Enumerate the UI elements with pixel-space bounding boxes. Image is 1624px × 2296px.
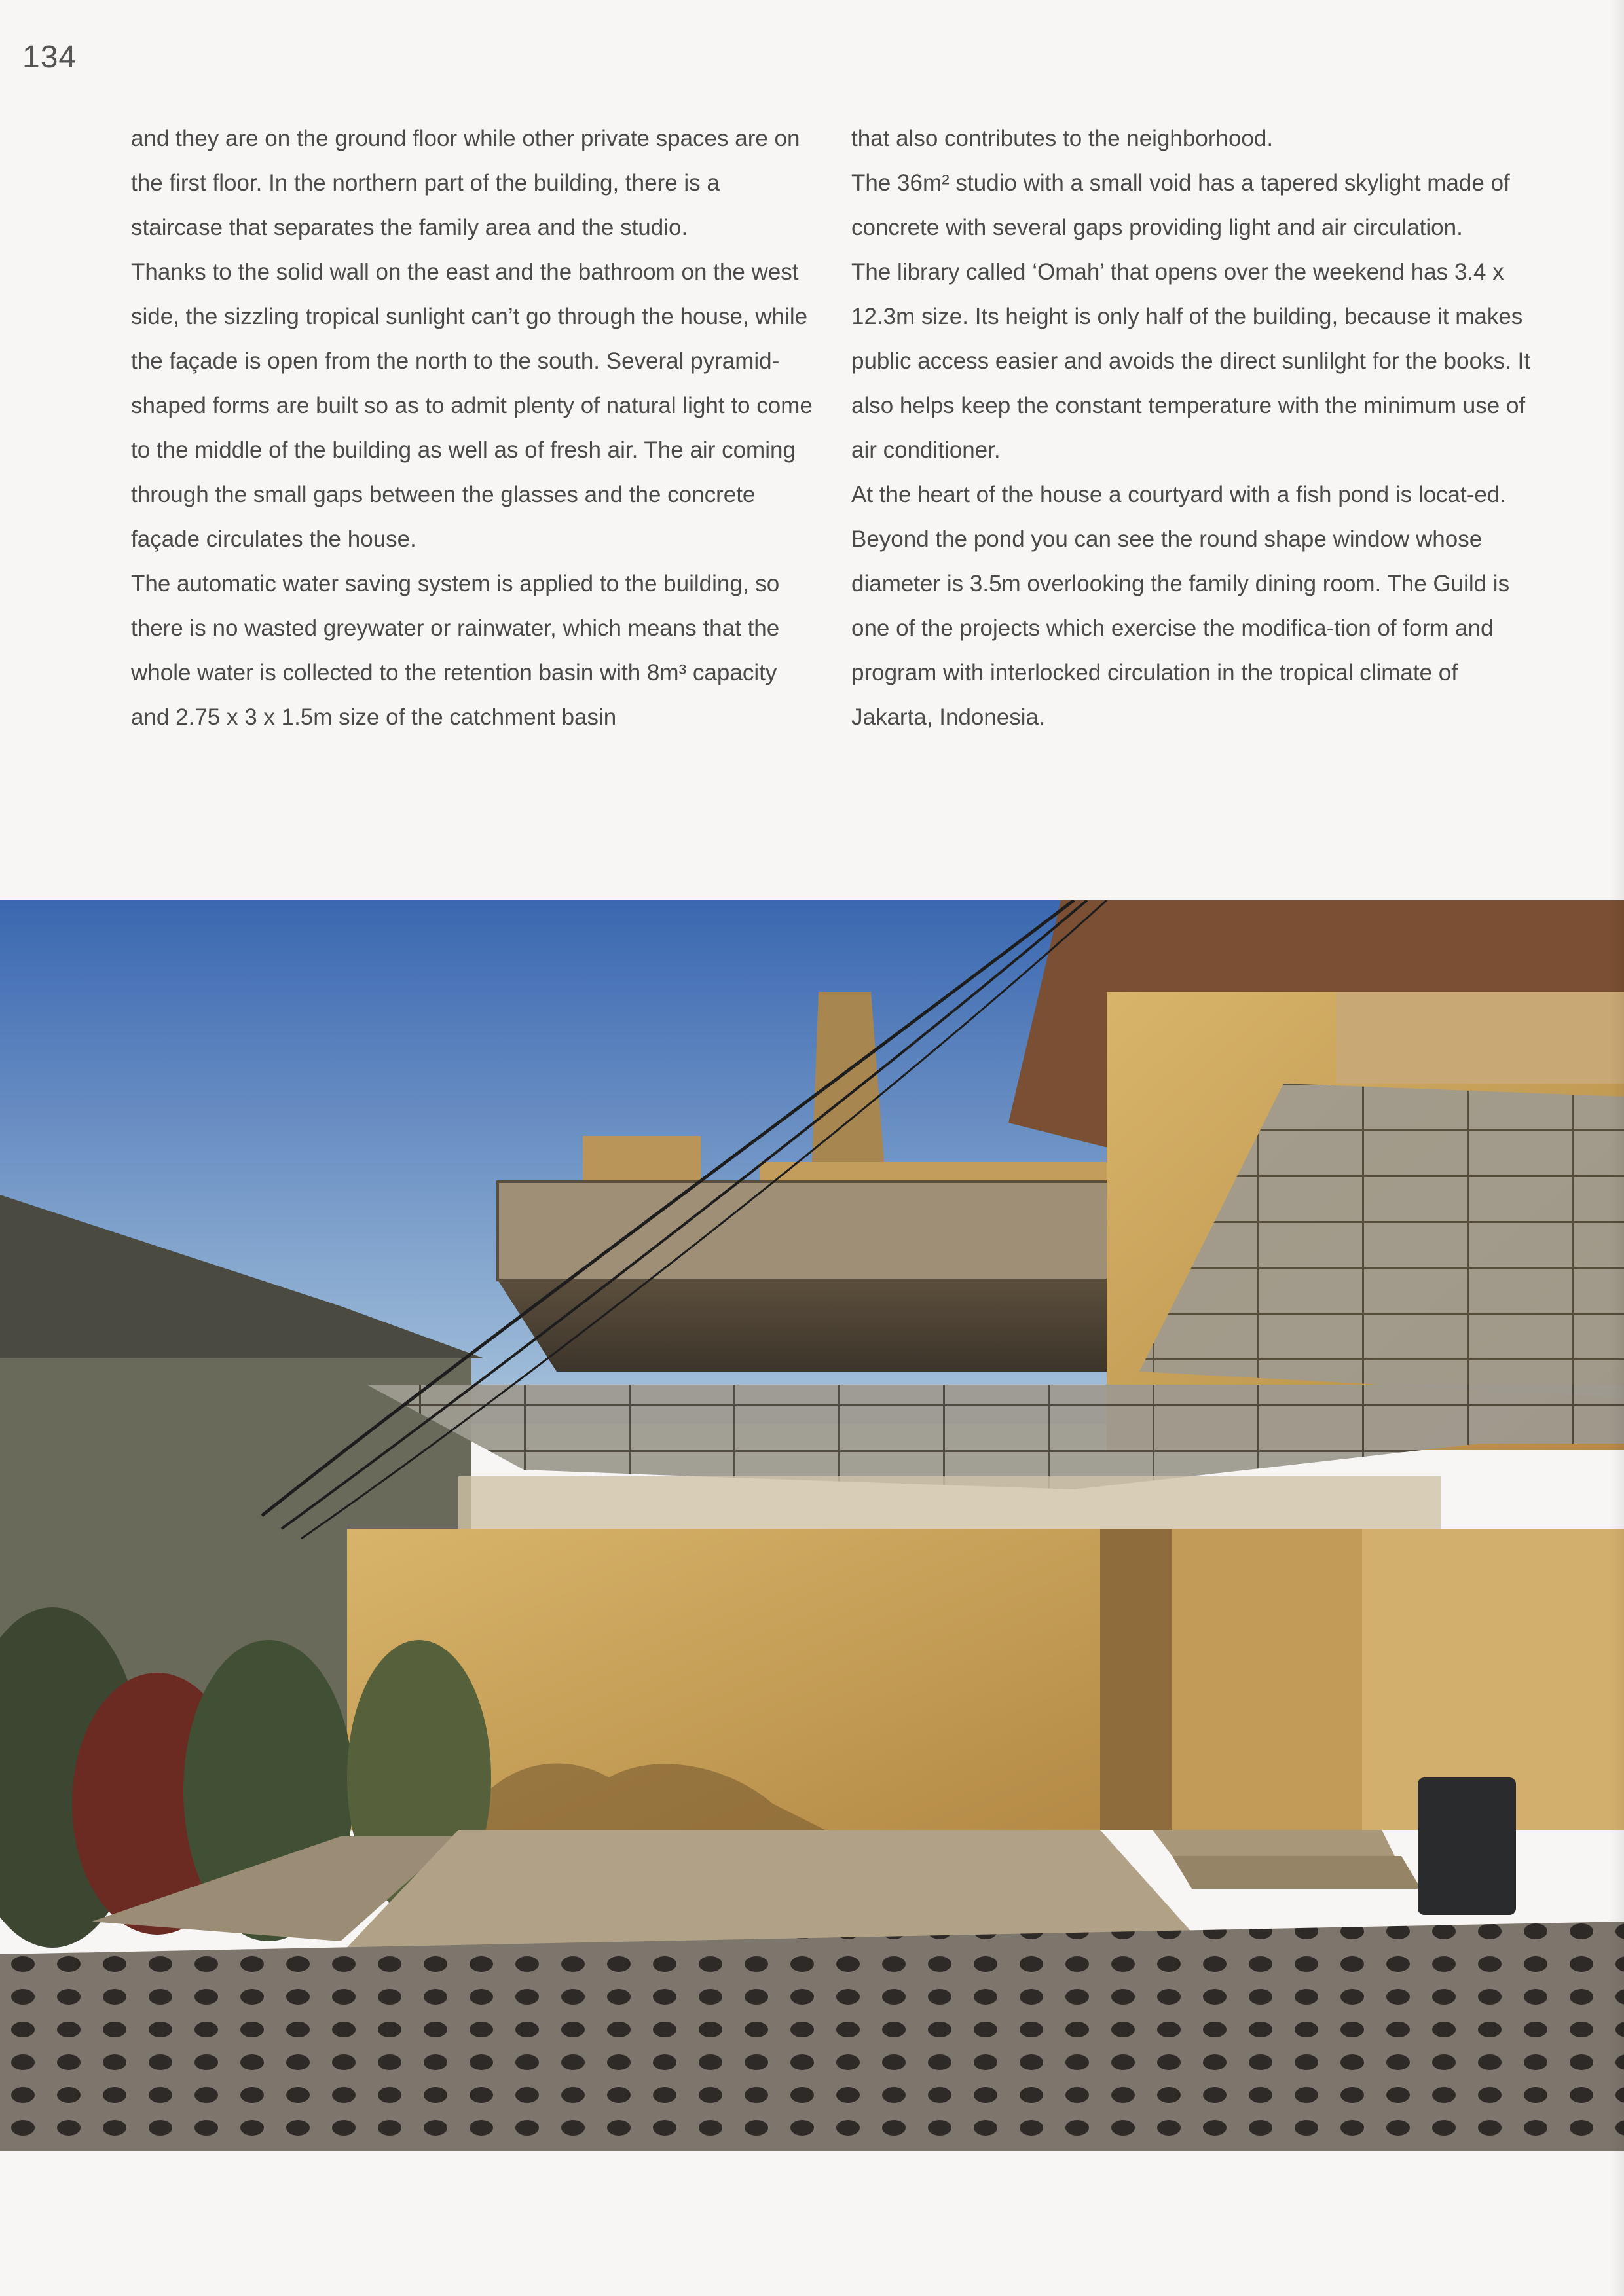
gate-door [1172, 1529, 1362, 1830]
building-illustration [0, 900, 1624, 2151]
paragraph: and they are on the ground floor while other private spaces are on the first floor. In the northern part of the building, there is a staircase that separates the family area and the studio. [131, 126, 800, 240]
paragraph: At the heart of the house a courtyard with a fish pond is locat-ed. Beyond the pond you can see the round shape window whose diameter is 3.5m overlooking the family dining room. The Guild is one of the projects which exercise the modifica-tion of form and program with interlocked circulation in the tropical climate of Jakarta, Indonesia. [851, 482, 1510, 730]
paragraph: The 36m² studio with a small void has a tapered skylight made of concrete with several gaps providing light and air circulation. [851, 170, 1510, 240]
paragraph: Thanks to the solid wall on the east and the bathroom on the west side, the sizzling tropical sunlight can’t go through the house, while the façade is open from the north to the south. Several pyramid-shaped forms are built so as to admit plenty of natural light to come to the middle of the building as well as of fresh air. The air coming through the small gaps between the glasses and the concrete façade circulates the house. [131, 259, 813, 552]
trash-bin [1418, 1777, 1516, 1915]
balcony [498, 1182, 1146, 1280]
glass-canopy-lower [367, 1385, 1624, 1489]
building-photo [0, 900, 1624, 2151]
paragraph: The library called ‘Omah’ that opens over the weekend has 3.4 x 12.3m size. Its height is only half of the building, because it makes public access easier and avoids the direct sunlilght for the books. It also helps keep the constant temperature with the minimum use of air conditioner. [851, 259, 1530, 463]
paragraph: The automatic water saving system is applied to the building, so there is no wasted greywater or rainwater, which means that the whole water is collected to the retention basin with 8m³ capacity and 2.75 x 3 x 1.5m size of the catchment basin [131, 571, 780, 730]
page-number: 134 [22, 40, 77, 75]
gate-gap [1100, 1529, 1172, 1830]
paragraph: that also contributes to the neighborhood. [851, 126, 1274, 151]
page-edge-shadow [1610, 0, 1624, 2296]
grass-paving [0, 1922, 1624, 2151]
left-text-column [131, 117, 815, 740]
right-text-column [851, 117, 1539, 740]
